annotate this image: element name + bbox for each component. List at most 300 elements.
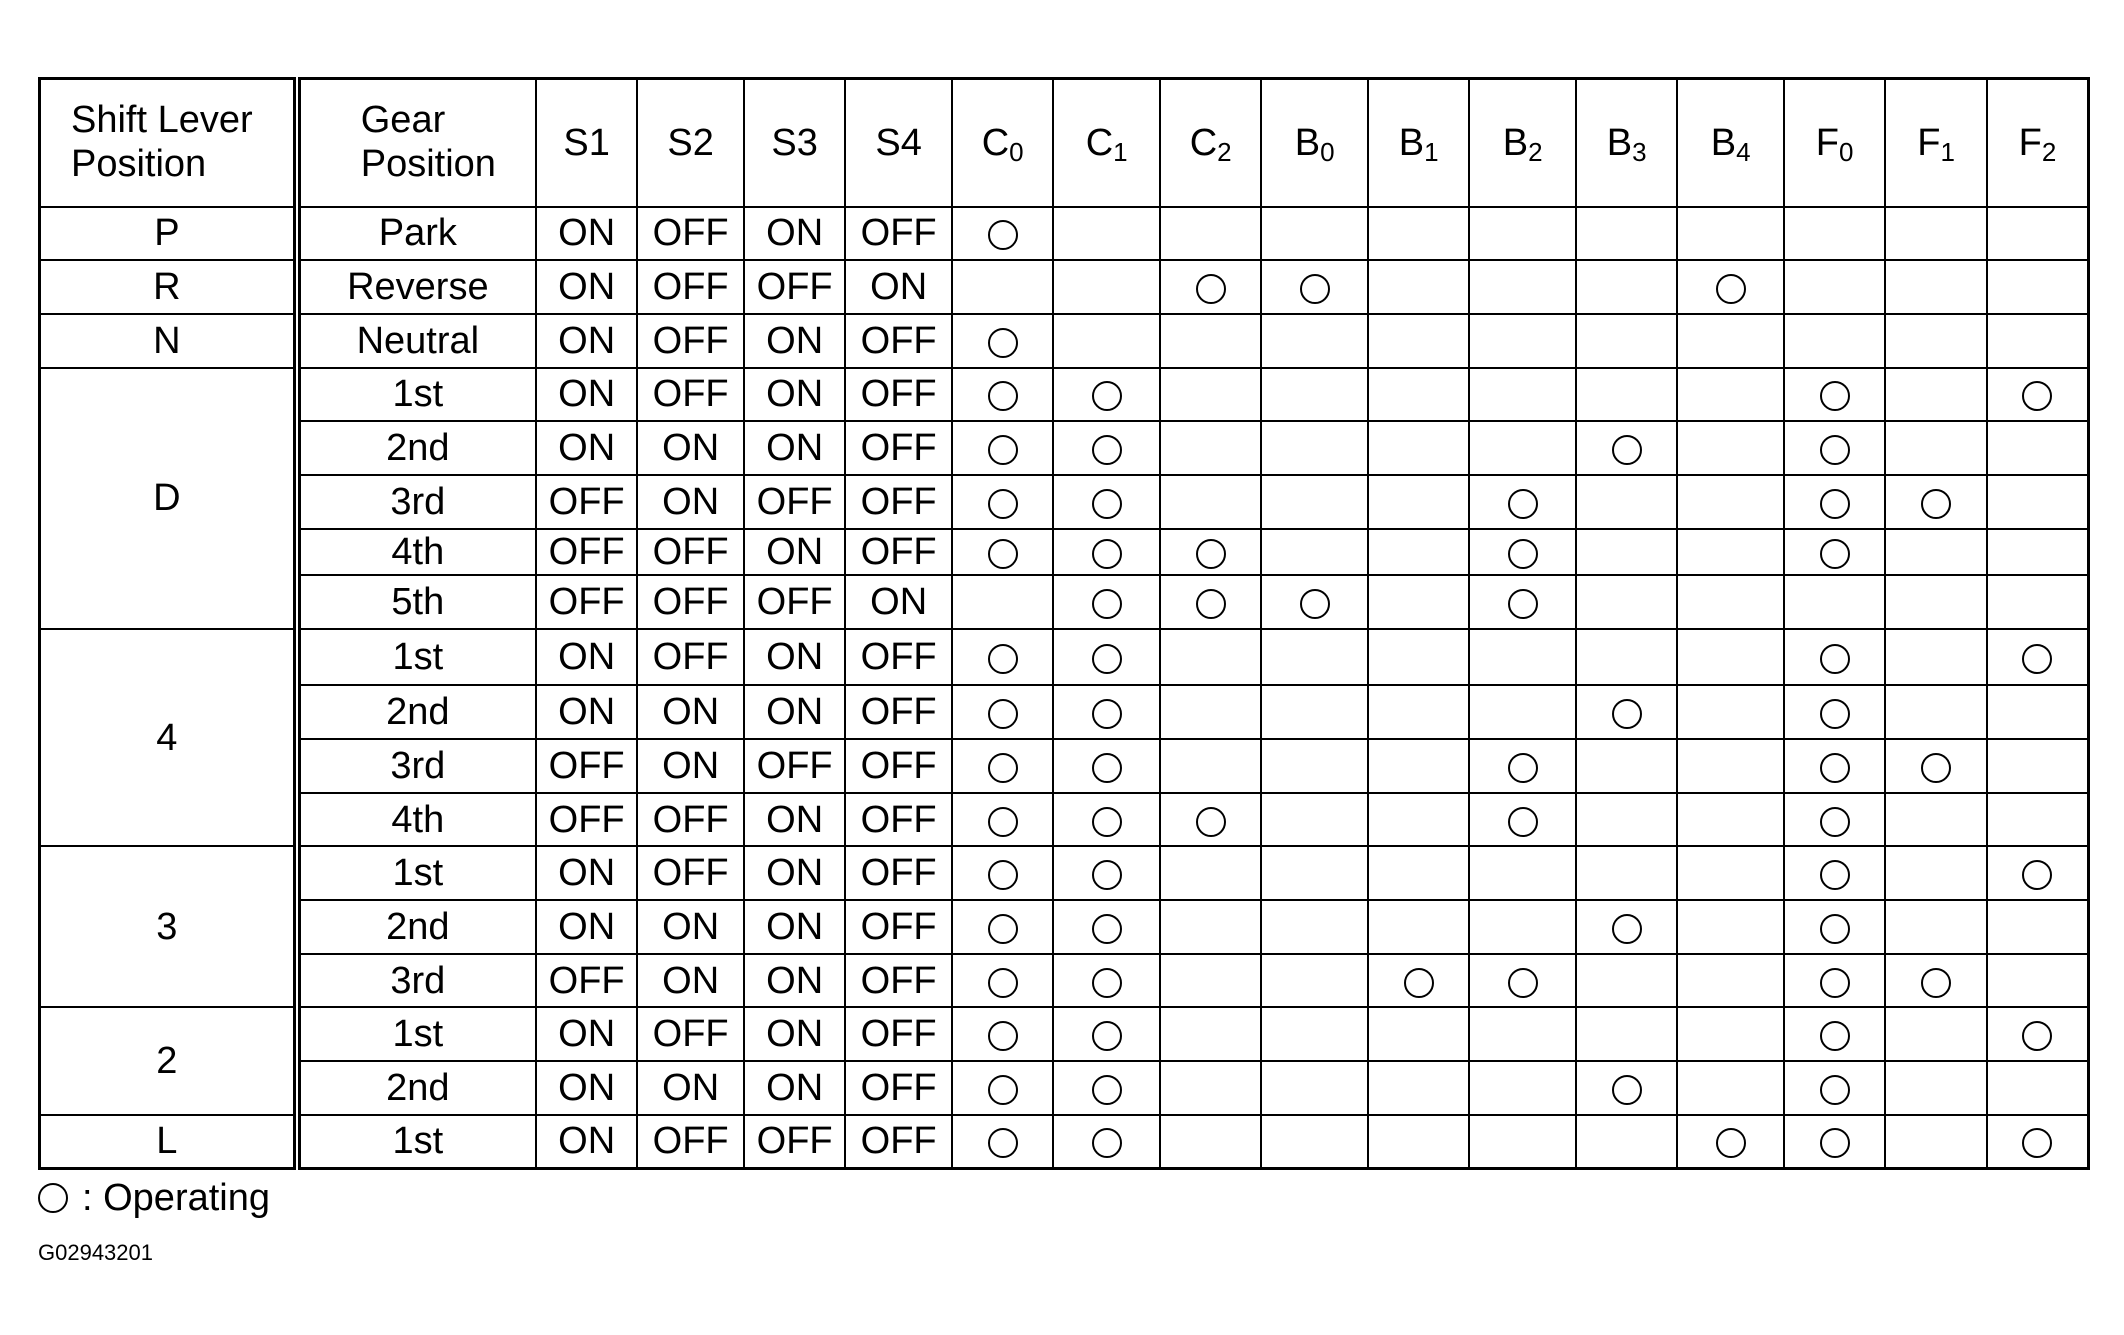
circle-icon	[1092, 435, 1122, 465]
table-row	[40, 475, 2089, 529]
table-row	[40, 421, 2089, 475]
solenoid-state-cell: ON	[845, 575, 952, 629]
circle-icon	[1820, 539, 1850, 569]
solenoid-state-cell: OFF	[637, 575, 744, 629]
operation-cell	[1160, 900, 1261, 954]
circle-icon	[1820, 1021, 1850, 1051]
table-row	[40, 1115, 2089, 1169]
circle-icon	[988, 807, 1018, 837]
shift-lever-cell: D	[40, 368, 297, 629]
gear-position-cell: 4th	[297, 793, 536, 847]
operation-cell	[1885, 739, 1986, 793]
solenoid-state-cell: ON	[536, 1115, 637, 1169]
column-header-base: F	[1815, 121, 1840, 164]
circle-icon	[1820, 489, 1850, 519]
operation-cell	[1261, 1007, 1368, 1061]
gear-position-cell: 2nd	[297, 900, 536, 954]
operation-cell	[1469, 629, 1576, 686]
solenoid-state-cell: OFF	[637, 314, 744, 368]
operation-cell	[1053, 629, 1160, 686]
operation-cell	[952, 846, 1053, 900]
circle-icon	[1820, 1075, 1850, 1105]
table-row	[40, 900, 2089, 954]
solenoid-state-cell: ON	[744, 1061, 845, 1115]
operation-cell	[1576, 421, 1677, 475]
solenoid-state-cell: ON	[744, 529, 845, 575]
operation-cell	[1987, 846, 2089, 900]
shift-lever-cell: L	[40, 1115, 297, 1169]
operation-cell	[1368, 260, 1469, 314]
operation-cell	[1368, 629, 1469, 686]
circle-icon	[1092, 589, 1122, 619]
operation-cell	[1576, 314, 1677, 368]
column-header	[1469, 79, 1576, 207]
operation-cell	[1261, 529, 1368, 575]
operation-cell	[1576, 900, 1677, 954]
circle-icon	[1092, 860, 1122, 890]
operation-cell	[1677, 685, 1784, 739]
operation-cell	[1261, 900, 1368, 954]
column-header	[1784, 79, 1885, 207]
solenoid-state-cell: ON	[536, 1007, 637, 1061]
operation-cell	[1469, 739, 1576, 793]
solenoid-state-cell: ON	[637, 900, 744, 954]
solenoid-state-cell: ON	[744, 368, 845, 422]
operation-cell	[1885, 900, 1986, 954]
operation-cell	[1053, 685, 1160, 739]
operation-cell	[1368, 1007, 1469, 1061]
column-header-base: S1	[563, 121, 610, 164]
column-header-base: B	[1294, 121, 1321, 164]
operation-cell	[952, 475, 1053, 529]
shift-lever-cell: R	[40, 260, 297, 314]
operation-cell	[1469, 314, 1576, 368]
operation-cell	[1469, 368, 1576, 422]
operation-cell	[1261, 368, 1368, 422]
operation-cell	[1784, 900, 1885, 954]
operation-cell	[1576, 954, 1677, 1008]
shift-lever-cell: N	[40, 314, 297, 368]
shift-lever-cell: 3	[40, 846, 297, 1007]
column-header	[1160, 79, 1261, 207]
operation-cell	[1987, 954, 2089, 1008]
table-row	[40, 629, 2089, 686]
circle-icon	[1820, 1128, 1850, 1158]
operation-cell	[1576, 475, 1677, 529]
gear-position-cell: 2nd	[297, 685, 536, 739]
circle-icon	[988, 1128, 1018, 1158]
column-header-subscript: 1	[1113, 136, 1128, 167]
solenoid-state-cell: ON	[637, 421, 744, 475]
operation-cell	[1261, 421, 1368, 475]
operation-cell	[1160, 314, 1261, 368]
circle-icon	[1196, 589, 1226, 619]
operation-cell	[1576, 529, 1677, 575]
circle-icon	[1612, 699, 1642, 729]
column-header-base: S4	[875, 121, 922, 164]
operation-cell	[1368, 368, 1469, 422]
gear-position-header	[297, 79, 536, 207]
operation-cell	[1885, 529, 1986, 575]
solenoid-state-cell: OFF	[744, 575, 845, 629]
operation-cell	[1885, 421, 1986, 475]
solenoid-state-cell: OFF	[845, 314, 952, 368]
circle-icon	[2022, 1021, 2052, 1051]
operation-cell	[1261, 1061, 1368, 1115]
circle-icon	[1716, 1128, 1746, 1158]
operation-cell	[1677, 260, 1784, 314]
column-header-subscript: 2	[1528, 136, 1543, 167]
operation-cell	[1987, 314, 2089, 368]
operation-cell	[1053, 739, 1160, 793]
operation-cell	[1160, 207, 1261, 261]
operation-cell	[1469, 846, 1576, 900]
operation-cell	[1368, 529, 1469, 575]
circle-icon	[988, 381, 1018, 411]
operation-cell	[1987, 629, 2089, 686]
solenoid-state-cell: OFF	[536, 739, 637, 793]
circle-icon	[2022, 860, 2052, 890]
operation-cell	[952, 1061, 1053, 1115]
operation-cell	[1053, 846, 1160, 900]
operation-cell	[1469, 685, 1576, 739]
operation-cell	[952, 368, 1053, 422]
operation-cell	[1469, 900, 1576, 954]
operation-cell	[1784, 685, 1885, 739]
operation-cell	[1053, 421, 1160, 475]
circle-icon	[1196, 539, 1226, 569]
circle-icon	[1092, 489, 1122, 519]
table-row	[40, 685, 2089, 739]
operation-cell	[1677, 314, 1784, 368]
gear-position-cell: Neutral	[297, 314, 536, 368]
table-row	[40, 314, 2089, 368]
gear-position-cell: 2nd	[297, 1061, 536, 1115]
operation-cell	[1053, 954, 1160, 1008]
circle-icon	[988, 860, 1018, 890]
circle-icon	[988, 328, 1018, 358]
circle-icon	[1092, 644, 1122, 674]
operation-cell	[1368, 685, 1469, 739]
column-header-base: S2	[667, 121, 714, 164]
operation-cell	[1784, 1061, 1885, 1115]
operation-cell	[1469, 954, 1576, 1008]
solenoid-state-cell: OFF	[845, 846, 952, 900]
column-header-base: B	[1398, 121, 1425, 164]
operation-cell	[1987, 793, 2089, 847]
solenoid-state-cell: OFF	[637, 1007, 744, 1061]
operation-cell	[952, 207, 1053, 261]
solenoid-state-cell: ON	[536, 629, 637, 686]
solenoid-state-cell: ON	[536, 900, 637, 954]
gear-position-cell: Park	[297, 207, 536, 261]
operation-cell	[1885, 260, 1986, 314]
circle-icon	[1612, 914, 1642, 944]
operation-cell	[1261, 846, 1368, 900]
operation-cell	[1885, 1115, 1986, 1169]
operation-cell	[1160, 368, 1261, 422]
solenoid-state-cell: ON	[845, 260, 952, 314]
operation-cell	[1987, 260, 2089, 314]
operation-cell	[1160, 260, 1261, 314]
operation-cell	[1987, 1061, 2089, 1115]
circle-icon	[1921, 753, 1951, 783]
circle-icon	[988, 1075, 1018, 1105]
operation-cell	[1784, 421, 1885, 475]
circle-icon	[1508, 807, 1538, 837]
operation-cell	[1160, 1115, 1261, 1169]
operation-cell	[1261, 314, 1368, 368]
operation-cell	[1160, 575, 1261, 629]
circle-icon	[1508, 589, 1538, 619]
operation-cell	[952, 529, 1053, 575]
solenoid-state-cell: OFF	[637, 207, 744, 261]
column-header-base: C	[981, 121, 1010, 164]
circle-icon	[1820, 699, 1850, 729]
solenoid-state-cell: ON	[637, 1061, 744, 1115]
solenoid-state-cell: ON	[536, 846, 637, 900]
solenoid-state-cell: OFF	[637, 793, 744, 847]
operation-cell	[1160, 529, 1261, 575]
column-header-subscript: 0	[1320, 136, 1335, 167]
solenoid-state-cell: OFF	[536, 529, 637, 575]
solenoid-state-cell: ON	[637, 739, 744, 793]
gear-position-header-line2: Position	[360, 142, 496, 185]
operation-cell	[952, 739, 1053, 793]
table-row	[40, 1061, 2089, 1115]
operation-cell	[1053, 529, 1160, 575]
column-header-subscript: 2	[2041, 136, 2057, 167]
solenoid-state-cell: OFF	[637, 260, 744, 314]
operation-cell	[1576, 739, 1677, 793]
operation-cell	[1677, 954, 1784, 1008]
operation-cell	[1053, 793, 1160, 847]
operation-cell	[1368, 846, 1469, 900]
solenoid-state-cell: ON	[744, 793, 845, 847]
column-header	[1576, 79, 1677, 207]
solenoid-state-cell: OFF	[536, 575, 637, 629]
circle-icon	[988, 644, 1018, 674]
circle-icon	[988, 435, 1018, 465]
operation-cell	[1784, 954, 1885, 1008]
operation-cell	[1987, 207, 2089, 261]
circle-icon	[1820, 914, 1850, 944]
circle-icon	[1092, 539, 1122, 569]
table-row	[40, 368, 2089, 422]
shift-lever-header	[40, 79, 297, 207]
operation-cell	[1677, 846, 1784, 900]
operation-cell	[1160, 475, 1261, 529]
circle-icon	[2022, 381, 2052, 411]
solenoid-state-cell: OFF	[845, 475, 952, 529]
operation-cell	[1784, 629, 1885, 686]
operation-cell	[1576, 368, 1677, 422]
figure-id: G02943201	[38, 1240, 153, 1265]
solenoid-state-cell: OFF	[637, 368, 744, 422]
circle-icon	[988, 1021, 1018, 1051]
column-header	[952, 79, 1053, 207]
column-header	[536, 79, 637, 207]
operation-cell	[1160, 421, 1261, 475]
column-header	[1885, 79, 1986, 207]
circle-icon	[1716, 274, 1746, 304]
solenoid-state-cell: OFF	[845, 529, 952, 575]
circle-icon	[1092, 1021, 1122, 1051]
solenoid-state-cell: ON	[744, 846, 845, 900]
circle-icon	[1612, 1075, 1642, 1105]
circle-icon	[1820, 644, 1850, 674]
gear-position-header-line1: Gear	[360, 99, 446, 142]
column-header-subscript: 2	[1217, 136, 1232, 167]
operation-cell	[1469, 1061, 1576, 1115]
gear-position-cell: 3rd	[297, 739, 536, 793]
operation-cell	[1885, 685, 1986, 739]
operation-cell	[1784, 793, 1885, 847]
operation-cell	[1677, 475, 1784, 529]
circle-icon	[38, 1183, 68, 1213]
circle-icon	[1508, 489, 1538, 519]
operation-cell	[1053, 368, 1160, 422]
solenoid-state-cell: OFF	[845, 739, 952, 793]
operation-cell	[1053, 475, 1160, 529]
operation-cell	[1368, 1061, 1469, 1115]
operation-cell	[1677, 1061, 1784, 1115]
operation-cell	[1987, 421, 2089, 475]
table-row	[40, 954, 2089, 1008]
operation-cell	[1677, 529, 1784, 575]
operation-cell	[1368, 207, 1469, 261]
solenoid-state-cell: OFF	[536, 475, 637, 529]
shift-lever-cell: 2	[40, 1007, 297, 1114]
operation-cell	[1160, 685, 1261, 739]
operation-cell	[1053, 314, 1160, 368]
operation-cell	[1576, 207, 1677, 261]
operation-cell	[1987, 900, 2089, 954]
operation-cell	[1677, 575, 1784, 629]
operation-cell	[1987, 575, 2089, 629]
solenoid-state-cell: ON	[536, 207, 637, 261]
solenoid-state-cell: ON	[536, 314, 637, 368]
solenoid-state-cell: ON	[744, 314, 845, 368]
operation-cell	[1987, 739, 2089, 793]
operation-cell	[1469, 207, 1576, 261]
operation-cell	[1784, 314, 1885, 368]
operation-cell	[1987, 529, 2089, 575]
operation-cell	[1885, 1007, 1986, 1061]
operation-cell	[1261, 260, 1368, 314]
column-header	[1368, 79, 1469, 207]
operation-cell	[952, 685, 1053, 739]
operation-cell	[1053, 900, 1160, 954]
solenoid-state-cell: ON	[744, 685, 845, 739]
shift-lever-cell: 4	[40, 629, 297, 847]
gear-position-cell: 1st	[297, 1115, 536, 1169]
solenoid-state-cell: OFF	[637, 529, 744, 575]
operation-cell	[1784, 529, 1885, 575]
solenoid-state-cell: OFF	[536, 793, 637, 847]
circle-icon	[988, 699, 1018, 729]
column-header	[1987, 79, 2089, 207]
operation-cell	[1368, 793, 1469, 847]
operation-cell	[1368, 900, 1469, 954]
circle-icon	[1092, 914, 1122, 944]
operation-cell	[1885, 629, 1986, 686]
circle-icon	[2022, 644, 2052, 674]
solenoid-state-cell: OFF	[744, 1115, 845, 1169]
operation-cell	[1885, 368, 1986, 422]
solenoid-state-cell: OFF	[845, 685, 952, 739]
column-header	[1677, 79, 1784, 207]
circle-icon	[1820, 435, 1850, 465]
operation-cell	[1784, 575, 1885, 629]
operation-cell	[1261, 1115, 1368, 1169]
circle-icon	[1196, 274, 1226, 304]
operation-cell	[1469, 529, 1576, 575]
table-row	[40, 739, 2089, 793]
operation-cell	[1053, 260, 1160, 314]
operation-cell	[1885, 793, 1986, 847]
operation-cell	[1987, 1007, 2089, 1061]
operation-cell	[952, 421, 1053, 475]
solenoid-state-cell: ON	[637, 475, 744, 529]
gear-position-cell: 1st	[297, 368, 536, 422]
operation-cell	[1784, 368, 1885, 422]
column-header	[1261, 79, 1368, 207]
circle-icon	[1612, 435, 1642, 465]
circle-icon	[1300, 274, 1330, 304]
circle-icon	[2022, 1128, 2052, 1158]
solenoid-state-cell: OFF	[845, 793, 952, 847]
operation-cell	[1784, 739, 1885, 793]
operation-cell	[1261, 685, 1368, 739]
operation-cell	[1261, 629, 1368, 686]
operation-cell	[1261, 954, 1368, 1008]
operation-cell	[1368, 314, 1469, 368]
circle-icon	[1092, 968, 1122, 998]
solenoid-state-cell: ON	[536, 260, 637, 314]
operation-cell	[1576, 575, 1677, 629]
solenoid-state-cell: ON	[637, 685, 744, 739]
operation-cell	[1368, 421, 1469, 475]
operation-cell	[1368, 575, 1469, 629]
operation-cell	[1053, 1061, 1160, 1115]
column-header-subscript: 3	[1632, 136, 1647, 167]
operation-cell	[1784, 475, 1885, 529]
circle-icon	[1820, 860, 1850, 890]
solenoid-state-cell: OFF	[845, 207, 952, 261]
solenoid-state-cell: OFF	[744, 475, 845, 529]
operation-cell	[1576, 1115, 1677, 1169]
circle-icon	[1092, 1128, 1122, 1158]
operation-cell	[952, 900, 1053, 954]
operation-cell	[1160, 629, 1261, 686]
operation-cell	[1576, 1007, 1677, 1061]
circle-icon	[1092, 1075, 1122, 1105]
circle-icon	[988, 489, 1018, 519]
operation-cell	[1261, 475, 1368, 529]
solenoid-state-cell: ON	[744, 629, 845, 686]
table-row	[40, 793, 2089, 847]
circle-icon	[1508, 968, 1538, 998]
solenoid-state-cell: ON	[536, 368, 637, 422]
operation-cell	[1677, 1115, 1784, 1169]
solenoid-state-cell: ON	[744, 954, 845, 1008]
operation-cell	[1885, 314, 1986, 368]
solenoid-state-cell: OFF	[845, 1007, 952, 1061]
circle-icon	[1508, 753, 1538, 783]
operation-cell	[1368, 475, 1469, 529]
column-header-subscript: 1	[1424, 136, 1439, 167]
